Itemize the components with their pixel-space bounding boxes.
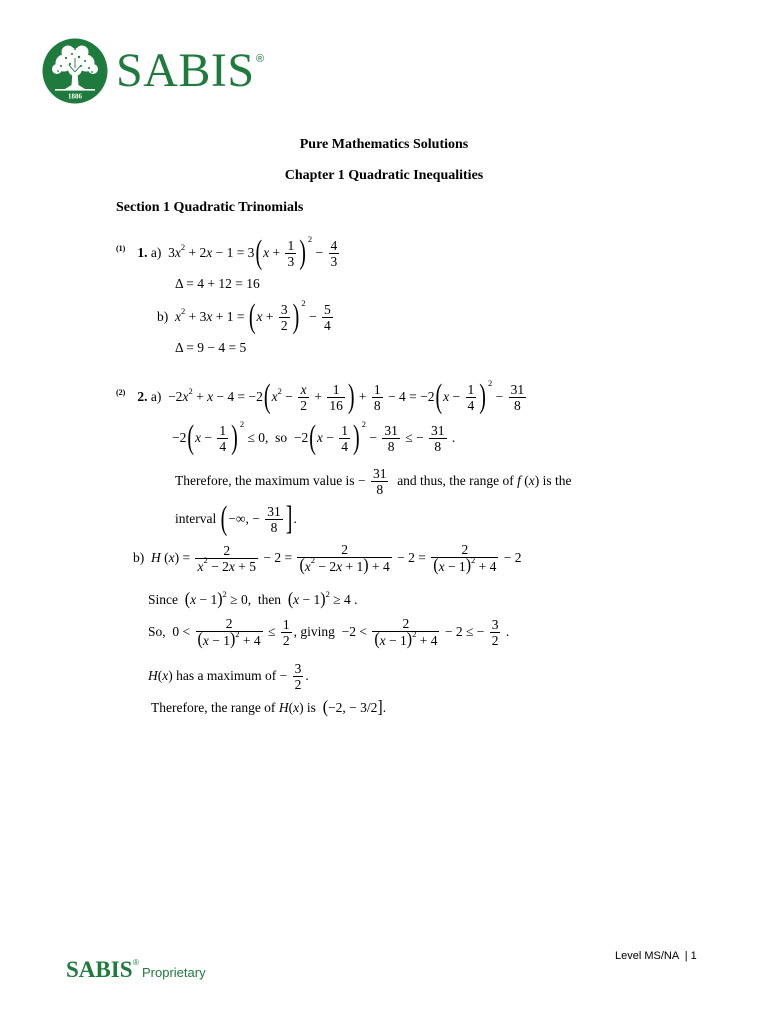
fraction-denominator (196, 628, 263, 649)
large-bracket: ( (309, 419, 316, 457)
math-text: 3 (491, 616, 499, 632)
fraction (429, 423, 447, 454)
fraction-denominator (195, 554, 258, 574)
footer-page-number: 1 (690, 950, 697, 962)
solution-2b-line-1 (133, 540, 522, 576)
math-text: + (192, 389, 208, 404)
fraction-denominator (339, 439, 350, 454)
math-text: 4 (341, 438, 349, 454)
math-text: 2 (294, 676, 302, 692)
fraction-denominator (466, 398, 477, 413)
superscript: 2 (325, 589, 330, 599)
math-variable: x (256, 309, 263, 324)
math-text: − (281, 389, 297, 404)
math-text: + 3 (185, 309, 207, 324)
math-text: Δ = 9 − 4 = 5 (175, 340, 247, 355)
fraction-numerator (327, 382, 345, 398)
solution-2a-line-1 (116, 379, 528, 415)
bracket: ( (433, 555, 439, 575)
math-text: 31 (431, 422, 445, 438)
math-text: 4 (219, 438, 227, 454)
math-text: − 2 (315, 558, 337, 574)
large-bracket: ( (263, 378, 271, 416)
sabis-tree-logo-icon (42, 38, 108, 104)
bracket: ( (322, 697, 329, 717)
math-variable: H (148, 668, 158, 683)
superscript: 2 (181, 306, 186, 316)
math-text: 2 (282, 632, 290, 648)
fraction-numerator (298, 382, 309, 398)
fraction (293, 661, 304, 692)
fraction-denominator (372, 628, 439, 649)
fraction-denominator (371, 482, 389, 497)
problem-reference: (1) (116, 244, 126, 253)
footer-brand-logo: SABIS (66, 957, 133, 982)
bracket: ( (197, 629, 203, 649)
math-text: 4 (467, 397, 475, 413)
superscript: 2 (301, 298, 306, 308)
math-text: 31 (510, 381, 525, 397)
math-variable: x (271, 389, 278, 404)
fraction-denominator (285, 254, 296, 269)
bracket: ) (465, 555, 472, 575)
fraction-numerator (279, 302, 290, 318)
fraction-numerator (429, 423, 447, 439)
footer-page-info (615, 950, 697, 963)
math-variable: x (316, 430, 323, 445)
fraction-denominator (490, 633, 501, 648)
math-variable: H (278, 700, 289, 715)
math-variable: x (202, 632, 209, 648)
superscript: 2 (361, 419, 366, 429)
math-text: a) −2 (147, 389, 183, 404)
math-variable: x (175, 309, 181, 324)
math-text: + 5 (234, 558, 256, 574)
math-variable: x (206, 309, 213, 324)
math-text: 31 (267, 503, 281, 519)
problem-reference: (2) (116, 388, 126, 397)
math-text: −∞, − (228, 511, 264, 526)
math-text: ) = (174, 550, 194, 565)
bracket: ) (320, 589, 326, 609)
fraction-denominator (279, 318, 290, 333)
math-text: − 2 = (393, 550, 430, 565)
math-text: + 4 (239, 632, 261, 648)
large-bracket: ( (255, 234, 263, 272)
fraction-numerator (217, 423, 228, 439)
math-text: 1 (341, 422, 349, 438)
fraction-denominator (281, 633, 292, 648)
math-text: 1 (287, 237, 295, 253)
large-bracket: ) (479, 378, 486, 416)
math-text: − 4 = −2 (213, 389, 263, 404)
math-text: 8 (270, 519, 278, 535)
superscript: 2 (277, 386, 282, 396)
problem-number: 2. (137, 389, 148, 404)
math-text: 2 (461, 542, 469, 557)
fraction-numerator (322, 302, 333, 318)
fraction-denominator (217, 439, 228, 454)
solution-2b-maximum (148, 658, 309, 694)
math-text: + 1 = (212, 309, 248, 324)
math-text: − 2 ≤ − (441, 624, 488, 639)
math-text: −2 (172, 430, 187, 445)
fraction-numerator (466, 382, 477, 398)
math-text: 1 (373, 381, 381, 397)
math-text: 3 (330, 253, 338, 269)
math-text: − 4 = −2 (384, 389, 435, 404)
superscript: 2 (188, 386, 193, 396)
fraction-numerator (329, 238, 340, 254)
math-text: − (449, 389, 464, 404)
fraction-numerator (339, 423, 350, 439)
superscript: 2 (239, 419, 245, 429)
fraction-numerator (285, 238, 296, 254)
math-text: 2 (280, 317, 288, 333)
math-text: ≤ 0, so −2 (244, 430, 309, 445)
math-variable: x (304, 558, 311, 574)
math-text: ≤ (264, 624, 279, 639)
math-text: − 2 (207, 558, 229, 574)
math-text: ( (288, 700, 294, 715)
math-text: −2, − 3/2 (328, 700, 378, 715)
fraction (372, 616, 439, 648)
math-variable: x (168, 550, 175, 565)
solution-2b-range (151, 690, 386, 726)
math-variable: x (207, 389, 214, 404)
superscript: 2 (412, 628, 417, 639)
math-text: − 2 (500, 550, 522, 565)
math-text: Δ = 4 + 12 = 16 (175, 276, 260, 291)
math-text: ( (157, 668, 163, 683)
fraction-numerator (281, 617, 292, 633)
math-text: ( (160, 550, 169, 565)
math-text: 2 (225, 616, 233, 631)
math-variable: x (263, 245, 270, 260)
math-text: ) has a maximum of − (168, 668, 291, 683)
math-text: ) is (299, 700, 323, 715)
superscript: 2 (222, 589, 227, 599)
math-variable: f (517, 473, 521, 488)
math-text: 31 (372, 465, 387, 481)
fraction-denominator (431, 554, 498, 575)
superscript: 2 (310, 554, 316, 565)
bracket: ) (217, 589, 223, 609)
superscript: 2 (235, 628, 240, 639)
math-variable: x (228, 558, 235, 574)
math-text: 4 (323, 317, 331, 333)
section-title: Section 1 Quadratic Trinomials (116, 200, 304, 215)
math-variable: x (443, 389, 450, 404)
fraction-denominator (327, 398, 345, 413)
math-text: + 2 (185, 245, 207, 260)
fraction (431, 542, 498, 574)
fraction (217, 423, 228, 454)
math-text: . (293, 511, 297, 526)
math-text: + 4 (368, 558, 390, 574)
math-variable: x (182, 389, 189, 404)
bracket: ) (363, 555, 369, 575)
math-text: − (312, 245, 327, 260)
solution-2a-interval (175, 501, 297, 537)
math-text: + 4 (475, 558, 497, 574)
bracket: ( (184, 589, 191, 609)
math-text: 2 (223, 542, 231, 558)
large-bracket: ( (187, 419, 195, 457)
fraction-numerator (265, 504, 283, 520)
bracket: ( (287, 589, 294, 609)
fraction-denominator (265, 520, 283, 535)
math-text: and thus, the range of (390, 473, 518, 488)
footer-separator-bar: | (684, 950, 688, 962)
math-text: + (310, 389, 326, 404)
math-text: − 1 = 3 (212, 245, 255, 260)
large-bracket: ( (220, 500, 228, 538)
chapter-title: Chapter 1 Quadratic Inequalities (284, 168, 484, 183)
math-text: 1 (219, 422, 227, 438)
large-bracket: ) (292, 298, 300, 336)
math-text: 4 (330, 237, 338, 253)
math-text: 1 (332, 381, 340, 397)
brand-logo-text: SABIS (116, 44, 255, 97)
math-text: a) 3 (147, 245, 175, 260)
math-text: − 1 (208, 632, 230, 648)
footer-level: Level MS/NA (615, 950, 679, 962)
fraction (490, 617, 501, 648)
large-bracket: ) (353, 419, 360, 457)
math-text: . (382, 700, 387, 715)
bracket: ( (299, 555, 305, 575)
math-text: ) is the (534, 473, 572, 488)
math-text: ≥ 4 . (329, 592, 358, 607)
fraction (285, 238, 296, 269)
math-text: 8 (387, 438, 395, 454)
math-variable: x (528, 473, 535, 488)
solution-1a-discriminant (175, 266, 260, 302)
fraction (297, 542, 391, 574)
math-text: . (448, 430, 456, 445)
fraction (298, 382, 309, 413)
math-text: + 1 (342, 558, 364, 574)
math-text: + (262, 309, 277, 324)
math-variable: x (162, 668, 169, 683)
math-text: b) (133, 550, 151, 565)
fraction (196, 616, 263, 648)
math-variable: x (197, 558, 204, 574)
math-text: 1 (282, 616, 290, 632)
math-text: 2 (491, 632, 499, 648)
fraction-denominator (298, 398, 309, 413)
fraction-numerator (372, 382, 383, 398)
math-text: 8 (513, 397, 521, 413)
math-variable: x (174, 245, 181, 260)
bracket: ) (406, 629, 413, 649)
fraction-denominator (329, 254, 340, 269)
math-text: − 1 (444, 558, 466, 574)
math-text: − 1 (196, 592, 218, 607)
math-text: + (355, 389, 370, 404)
superscript: 2 (471, 554, 476, 565)
math-text: 3 (280, 301, 288, 317)
bracket: ) (229, 629, 236, 649)
fraction (281, 617, 292, 648)
fraction (339, 423, 350, 454)
superscript: 2 (180, 242, 186, 252)
math-text: Therefore, the maximum value is − (175, 473, 369, 488)
math-text: − (201, 430, 216, 445)
fraction-denominator (509, 398, 527, 413)
fraction-denominator (322, 318, 333, 333)
logo-year: 1886 (68, 92, 82, 101)
footer-registered-mark: ® (133, 958, 139, 967)
solution-2b-since (148, 582, 358, 618)
fraction-numerator (382, 423, 400, 439)
math-text: ( (520, 473, 529, 488)
bracket: ] (377, 697, 383, 717)
fraction-numerator (293, 661, 304, 677)
fraction-denominator (382, 439, 400, 454)
large-bracket: ) (231, 419, 238, 457)
math-text: ≤ − (401, 430, 427, 445)
fraction (509, 382, 527, 413)
math-text: 8 (434, 438, 442, 454)
fraction-numerator (490, 617, 501, 633)
math-variable: x (300, 381, 307, 397)
fraction (279, 302, 290, 333)
fraction-denominator (372, 398, 383, 413)
math-text: 1 (467, 381, 475, 397)
math-text: 8 (373, 397, 381, 413)
math-text: Since (148, 592, 185, 607)
math-variable: x (293, 592, 300, 607)
math-text: b) (157, 309, 175, 324)
math-text: 2 (402, 616, 410, 631)
math-text: + 4 (416, 632, 438, 648)
solution-1b-discriminant (175, 330, 246, 366)
large-bracket: ) (299, 234, 306, 272)
large-bracket: ( (435, 378, 443, 416)
fraction (466, 382, 477, 413)
fraction-denominator (429, 439, 447, 454)
superscript: 2 (307, 234, 313, 244)
math-variable: x (379, 632, 386, 648)
math-text: − (365, 430, 381, 445)
solution-2a-conclusion (175, 463, 572, 499)
fraction (322, 302, 333, 333)
math-text: 5 (323, 301, 331, 317)
math-text: − 1 (385, 632, 407, 648)
fraction (329, 238, 340, 269)
fraction (371, 466, 389, 497)
math-text: Therefore, the range of (151, 700, 279, 715)
fraction-numerator (509, 382, 527, 398)
math-text: . (305, 668, 309, 683)
math-text: 16 (329, 397, 343, 413)
math-text: interval (175, 511, 220, 526)
solution-2a-line-2 (172, 420, 455, 456)
fraction (327, 382, 345, 413)
math-text: 2 (300, 397, 307, 413)
large-bracket: ) (347, 378, 355, 416)
fraction (265, 504, 283, 535)
bracket: ( (374, 629, 380, 649)
fraction (195, 543, 258, 574)
superscript: 2 (203, 554, 208, 565)
math-text: , giving −2 < (293, 624, 371, 639)
math-variable: x (293, 700, 300, 715)
document-title: Pure Mathematics Solutions (299, 137, 469, 152)
math-text: − (322, 430, 338, 445)
math-variable: x (206, 245, 213, 260)
math-variable: x (195, 430, 202, 445)
large-bracket: ] (285, 500, 293, 538)
registered-mark: ® (256, 53, 265, 65)
math-text: 31 (384, 422, 398, 438)
math-text: 3 (287, 253, 295, 269)
footer-proprietary-label: Proprietary (142, 965, 206, 980)
math-text: − 2 = (259, 550, 296, 565)
math-text: 8 (376, 481, 384, 497)
large-bracket: ( (248, 298, 256, 336)
math-variable: H (151, 550, 161, 565)
math-text: − (492, 389, 507, 404)
solution-2b-so (148, 614, 509, 650)
math-variable: x (438, 558, 445, 574)
math-text: . (502, 624, 510, 639)
fraction-denominator (297, 554, 391, 575)
math-text: + (269, 245, 284, 260)
math-text: ≥ 0, then (226, 592, 288, 607)
superscript: 2 (487, 378, 493, 388)
math-text: − (305, 309, 320, 324)
math-text: 2 (341, 542, 348, 557)
math-variable: x (336, 558, 343, 574)
math-variable: x (190, 592, 197, 607)
fraction (372, 382, 383, 413)
fraction (382, 423, 400, 454)
fraction-numerator (371, 466, 389, 482)
math-text: − 1 (299, 592, 321, 607)
problem-number: 1. (137, 245, 148, 260)
math-text: 3 (294, 660, 302, 676)
math-text: So, 0 < (148, 624, 194, 639)
